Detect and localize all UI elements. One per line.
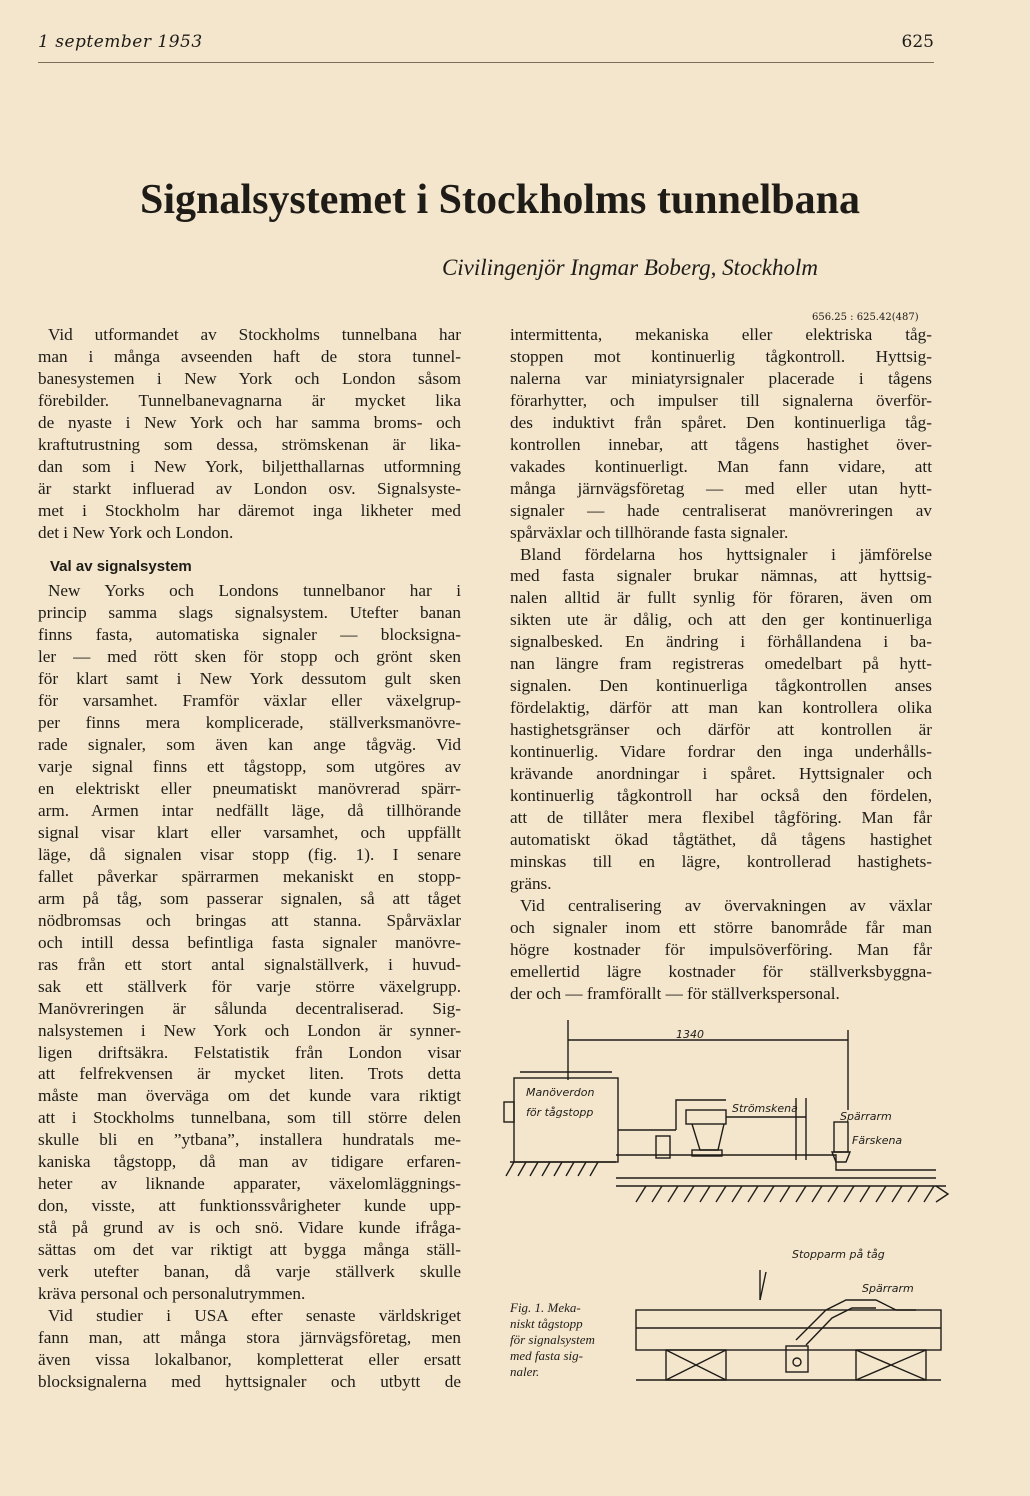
text-line: rade signaler, som även kan ange tågväg. Vid [38,735,461,755]
text-line: nan längre fram registreras omedelbart på hytt- [510,654,932,674]
paragraph [38,580,461,1304]
text-line: Manövreringen är sålunda decentraliserad. Sig- [38,998,461,1018]
text-line: nödbromsas och bringas att stanna. Spårväxlar [38,910,461,930]
text-line: gräns. [510,873,552,893]
ground-hatch-left [506,1162,598,1176]
text-line: för klart samt i New York dessutom gult sken [38,669,461,689]
text-line: verk utefter banan, då varje ställverk skulle [38,1262,461,1282]
text-line: per finns mera komplicerade, ställverksmanövre- [38,713,461,733]
page-number: 625 [901,32,934,52]
paragraph [38,324,461,544]
text-line: skulle bli en ”ytbana”, installera hundratals me- [38,1130,461,1150]
text-line: för varsamhet. Framför växlar eller växelgrup- [38,691,461,711]
ground-hatch-bottom [636,1186,934,1202]
text-line: en elektriskt eller pneumatiskt manövrerad spärr- [38,779,461,799]
text-line: fallet påverkar spärrarmen mekaniskt en stopp- [38,866,461,886]
text-line: dan som i New York, biljetthallarnas utformning [38,456,461,476]
text-line: det i New York och London. [38,522,234,542]
text-line: och signaler inom ett större banområde får man [510,917,932,937]
text-line: emellertid lägre kostnader för ställverksbyggna- [510,961,932,981]
text-line: vakades kontinuerligt. Man fann vidare, att [510,456,932,476]
text-line: för signalsystem [510,1332,595,1347]
article-title: Signalsystemet i Stockholms tunnelbana [140,177,860,223]
text-line: automatiskt ökad tågtäthet, då tågens hastighet [510,829,932,849]
text-line: förebilder. Tunnelbanevagnarna är mycket lika [38,390,461,410]
paragraph [510,324,932,544]
running-header-date: 1 september 1953 [38,32,203,52]
text-line: sättas om det var riktigt att bygga många ställ- [38,1240,461,1260]
paragraph [510,544,932,895]
text-line: signalbesked. En ändring i förhållandena i ba- [510,632,932,652]
text-line: des induktivt från spåret. Den kontinuerliga tåg- [510,412,932,432]
text-line: hastighetsgränser och därför att kontrollen är [510,720,932,740]
text-line: läge, då signalen visar stopp (fig. 1). I senare [38,844,461,864]
text-line: kraftutrustning som dessa, strömskenan är lika- [38,434,461,454]
text-line: heter av liknande apparater, växelomläggnings- [38,1174,461,1194]
text-line: fann man, att många stora järnvägsföretag, men [38,1327,461,1347]
text-line: högre kostnader för impulsöverföring. Man får [510,939,932,959]
text-line: kontrollen innebar, att tågens hastighet över- [510,434,932,454]
text-line: krävande anordningar i spåret. Hyttsignaler och [510,764,932,784]
label-manoverdon-1: Manöverdon [526,1086,595,1099]
text-line: Fig. 1. Meka- [510,1300,581,1315]
text-line: don, visste, att funktionssvårigheter kunde upp- [38,1196,461,1216]
text-line: man i många avseenden haft de stora tunnel- [38,346,461,366]
text-line: intermittenta, mekaniska eller elektriska tåg- [510,325,932,344]
text-line: arm. Armen intar nedfällt läge, då tillhörande [38,801,461,821]
article-author: Civilingenjör Ingmar Boberg, Stockholm [441,255,818,280]
text-line: met i Stockholm har däremot inga likheter med [38,500,461,520]
text-line: kontinuerlig tågkontroll har också den fördelen, [510,786,932,806]
text-line: kaniska tågstopp, då man av tidigare erfaren- [38,1152,461,1172]
text-line: signaler — hade centraliserat manövreringen av [510,500,932,520]
text-line: minskas till en lägre, kontrollerad hastighets- [510,851,932,871]
text-line: nalerna var miniatyrsignaler placerade i tågens [510,368,932,388]
text-line: nalsystemen i New York och London är synner- [38,1020,461,1040]
label-farskena: Färskena [852,1134,903,1147]
text-line: att de tillåter mera flexibel tågföring. Man får [510,807,932,827]
text-line: många järnvägsföretag — med eller utan hytt- [510,478,932,498]
text-line: varje signal finns ett tågstopp, som utgöres av [38,757,461,777]
label-stromskena: Strömskena [732,1102,798,1115]
text-line: ras från ett stort antal signalställverk, i huvud- [38,954,461,974]
text-line: nalen alltid är fullt synlig för föraren, även om [510,588,932,608]
text-line: niskt tågstopp [510,1316,583,1331]
text-line: att felfrekvensen är mycket liten. Trots detta [38,1064,461,1084]
udc-classification: 656.25 : 625.42(487) [812,312,919,323]
sleeper-outline [636,1310,941,1350]
text-line: måste man överväga om det kunde vara riktigt [38,1086,461,1106]
label-sparrarm: Spärrarm [840,1110,892,1123]
left-column [38,324,461,1393]
text-line: de nyaste i New York och har samma broms- och [38,412,461,432]
text-line: ligen driftsäkra. Felstatistik från London visar [38,1042,461,1062]
right-column [510,324,932,1005]
text-line: blocksignalerna med hyttsignaler och utbytt de [38,1371,461,1391]
text-line: spårväxlar och tillhörande fasta signaler. [510,522,789,542]
text-line: även vissa lokalbanor, kompletterat eller ersatt [38,1349,461,1369]
header-rule [38,62,934,63]
text-line: New Yorks och Londons tunnelbanor har i [48,581,461,601]
text-line: och intill dessa befintliga fasta signaler manövre- [38,932,461,952]
text-line: kontinuerlig. Vidare fordrar den inga underhålls- [510,742,932,762]
text-line: banesystemen i New York och London såsom [38,368,461,388]
label-manoverdon-2: för tågstopp [526,1106,594,1119]
text-line: kräva personal och personalutrymmen. [38,1283,306,1303]
paragraph [510,895,932,1005]
text-line: med fasta signaler brukar nämnas, att hyttsig- [510,566,932,586]
text-line: signalen. Den kontinuerliga tågkontrollen anses [510,676,932,696]
text-line: der och — framförallt — för ställverkspersonal. [510,983,840,1003]
text-line: fördelaktig, därför att man kan kontrollera olika [510,698,932,718]
text-line: sikten ute är dålig, och att den ger kontinuerliga [510,610,932,630]
dimension-label: 1340 [676,1028,704,1041]
paragraph [38,1305,461,1393]
text-line: att i Stockholms tunnelbana, som till större delen [38,1108,461,1128]
text-line: arm på tåg, som passerar signalen, så att tåget [38,888,461,908]
conductor-rail [686,1110,726,1124]
figure-caption [510,1300,630,1380]
text-line: sak ett ställverk för varje större växelgrupp. [38,976,461,996]
label-stopparm: Stopparm på tåg [792,1248,885,1261]
section-heading: Val av signalsystem [50,557,192,575]
label-sparrarm-2: Spärrarm [862,1282,914,1295]
text-line: förarhytter, och impulser till signalerna överför- [510,390,932,410]
text-line: Bland fördelarna hos hyttsignaler i jämförelse [520,544,932,564]
text-line: Vid centralisering av övervakningen av växlar [520,895,932,915]
text-line: stå på grund av is och snö. Vidare kunde ifråga- [38,1218,461,1238]
text-line: princip samma slags signalsystem. Utefter banan [38,603,461,623]
text-line: Vid utformandet av Stockholms tunnelbana har [48,325,461,344]
text-line: stoppen mot kontinuerlig tågkontroll. Hyttsig- [510,346,932,366]
track-base [616,1155,936,1170]
text-line: signal visar klart eller varsamhet, och uppfällt [38,822,461,842]
text-line: med fasta sig- [510,1348,583,1363]
text-line: ler — med rött sken för stopp och grönt sken [38,647,461,667]
text-line: är starkt influerad av London osv. Signalsyste- [38,478,461,498]
trip-arm [834,1122,848,1152]
text-line: naler. [510,1364,540,1379]
trip-arm-side [796,1300,916,1340]
text-line: finns fasta, automatiska signaler — blocksigna- [38,625,461,645]
text-line: Vid studier i USA efter senaste världskriget [48,1305,461,1325]
